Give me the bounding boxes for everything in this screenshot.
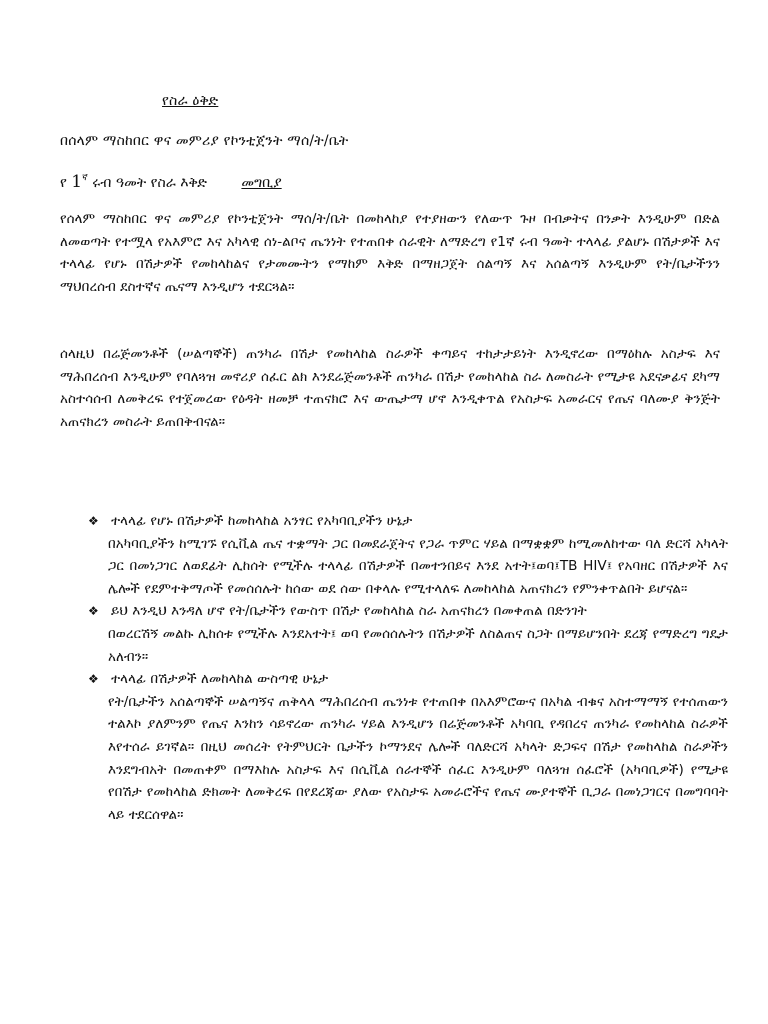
quarter-number: 1 xyxy=(71,172,83,192)
document-subtitle: በሰላም ማስከበር ዋና መምሪያ የኮንቲጀንት ማሰ/ት/ቤት xyxy=(60,133,349,149)
bullet-heading xyxy=(88,510,728,533)
bullet-body: የት/ቤታችን አሰልጣኞች ሠልጣኝና ጠቅላላ ማሕበረሰብ ጤንነቱ የተጠበቀ በአእምሮውና በአካል ብቁና አስተማማኝ የተሰጠውን ተልእኮ ያለምንም የጤና እንከን ሳይኖረው ጠንካራ ሃይል እንዲሆን በሬጅመንቶች አካባቢ የዳበረና ጠንካራ የመከላከል ስራዎች እየተሰራ ይገኛል። በዚህ መሰረት የትምህርት ቤታችን ኮማንደና ሌሎች ባለድርሻ አካላት ድጋፍና በሽታ የመከላከል ስራዎችን እንደግብአት በመጠቀም በማእከሉ አስታፍ እና በሲቪል ሰራተኞች ሰፈር እንዲሁም ባለጓዝ ሰፈሮች (አካባቢዎች) የሚታዩ የበሽታ የመከላከል ድክመት ለመቅረፍ በየደረጃው ያለው የአስታፍ አመራሮችና የጤና ሙያተኞች ቢጋራ በመነጋገርና በመግባባት ላይ ተደርሰዋል። xyxy=(108,693,728,823)
introduction-heading: መግቢያ xyxy=(241,175,282,191)
bullet-item xyxy=(88,510,728,600)
quarter-ordinal: ኛ xyxy=(82,173,88,183)
bullet-body: በአካባቢያችን ከሚገኙ የሲቪል ጤና ተቋማት ጋር በመደራጀትና የጋራ ጥምር ሃይል በማቋቋም ከሚመለከተው ባለ ድርሻ አካላት ጋር በመነጋገር ለወደፊት ሊከሰት የሚችሉ ተላላፊ በሽታዎች በመተንበይና እንደ አተት፤ወባ፤TB HIV፤ የአባዘር በሽታዎች እና ሌሎች የደምተቅማጦች የመሰሰሉት ከሰው ወደ ሰው በቀላሉ የሚተላለፍ ለመከላከል አጠናክረን የምንቀጥልበት ይሆናል። xyxy=(108,535,728,597)
bullet-item xyxy=(88,668,728,826)
bullet-heading-text: ተላላፊ በሽታዎች ለመከላከል ውስጣዊ ሁኔታ xyxy=(111,671,329,688)
bullet-heading xyxy=(88,600,728,623)
paragraph-1: የሰላም ማስከበር ዋና መምሪያ የኮንቲጀንት ማሰ/ት/ቤት በመከላከያ የተያዘውን የለውጥ ጉዞ በብቃትና በንቃት እንዲሁም በድል ለመወጣት የተሟላ የአእምሮ እና አካላዊ ሰነ-ልቦና ጤንነት የተጠበቀ ሰራዊት ለማድረግ የ1ኛ ሩብ ዓመት ተላላፊ ያልሆኑ በሽታዎች እና ተላላፊ የሆኑ በሽታዎች የመከላከልና የታመሙትን የማከም እቅድ በማዘጋጀት ሰልጣኝ እና አሰልጣኝ እንዲሁም የት/ቤታችንን ማህበረሰብ ደስተኛና ጤናማ እንዲሆን ተደርጓል። xyxy=(60,211,720,295)
plan-prefix: የ xyxy=(60,175,67,191)
bullet-body: በወረርሽኝ መልኩ ሊከሰቱ የሚችሉ እንደአተት፤ ወባ የመሰሰሉትን በሽታዎች ለስልጠና ስጋት በማይሆንበት ደረጃ የማድረግ ግዴታ አለብን። xyxy=(108,625,728,665)
bullet-heading-text: ይህ እንዲህ እንዳለ ሆኖ የት/ቤታችን የውስጥ በሽታ የመከላከል ስራ አጠናክረን በመቀጠል በድንገት xyxy=(111,603,587,620)
bullet-list xyxy=(88,510,728,826)
diamond-bullet-icon: ❖ xyxy=(88,514,99,528)
paragraph-2: ሰላዚህ በሬጅመንቶች (ሠልጣኞች) ጠንካራ በሽታ የመከላከል ስራዎች ቀጣይና ተከታታይነት እንዲኖረው በማዕከሉ አስታፍ እና ማሕበረሰብ እንዲሁም የባለጓዝ መኖሪያ ሰፈር ልክ እንደሬጅመንቶች ጠንካራ በሽታ የመከላከል ስራ ለመስራት የሚታዩ አደናቃፊና ደካማ አስተሳሰብ ለመቅረፍ የተጀመረው የዕዳት ዘመቻ ተጠናክሮ እና ውጤታማ ሆኖ እንዲቀጥል የአስታፍ አመራርና የጤና ባለሙያ ቅንጅት አጠናክረን መስራት ይጠበቅብናል። xyxy=(60,346,720,430)
plan-heading-text: ሩብ ዓመት የስራ እቅድ xyxy=(87,175,207,191)
bullet-heading xyxy=(88,668,728,691)
bullet-item xyxy=(88,600,728,668)
bullet-heading-text: ተላላፊ የሆኑ በሽታዎች ከመከላከል አንፃር የአካባቢያችን ሁኔታ xyxy=(111,513,413,529)
diamond-bullet-icon: ❖ xyxy=(88,672,99,687)
plan-heading xyxy=(60,172,282,192)
diamond-bullet-icon: ❖ xyxy=(88,604,99,619)
document-title: የስራ ዕቅድ xyxy=(162,93,219,109)
